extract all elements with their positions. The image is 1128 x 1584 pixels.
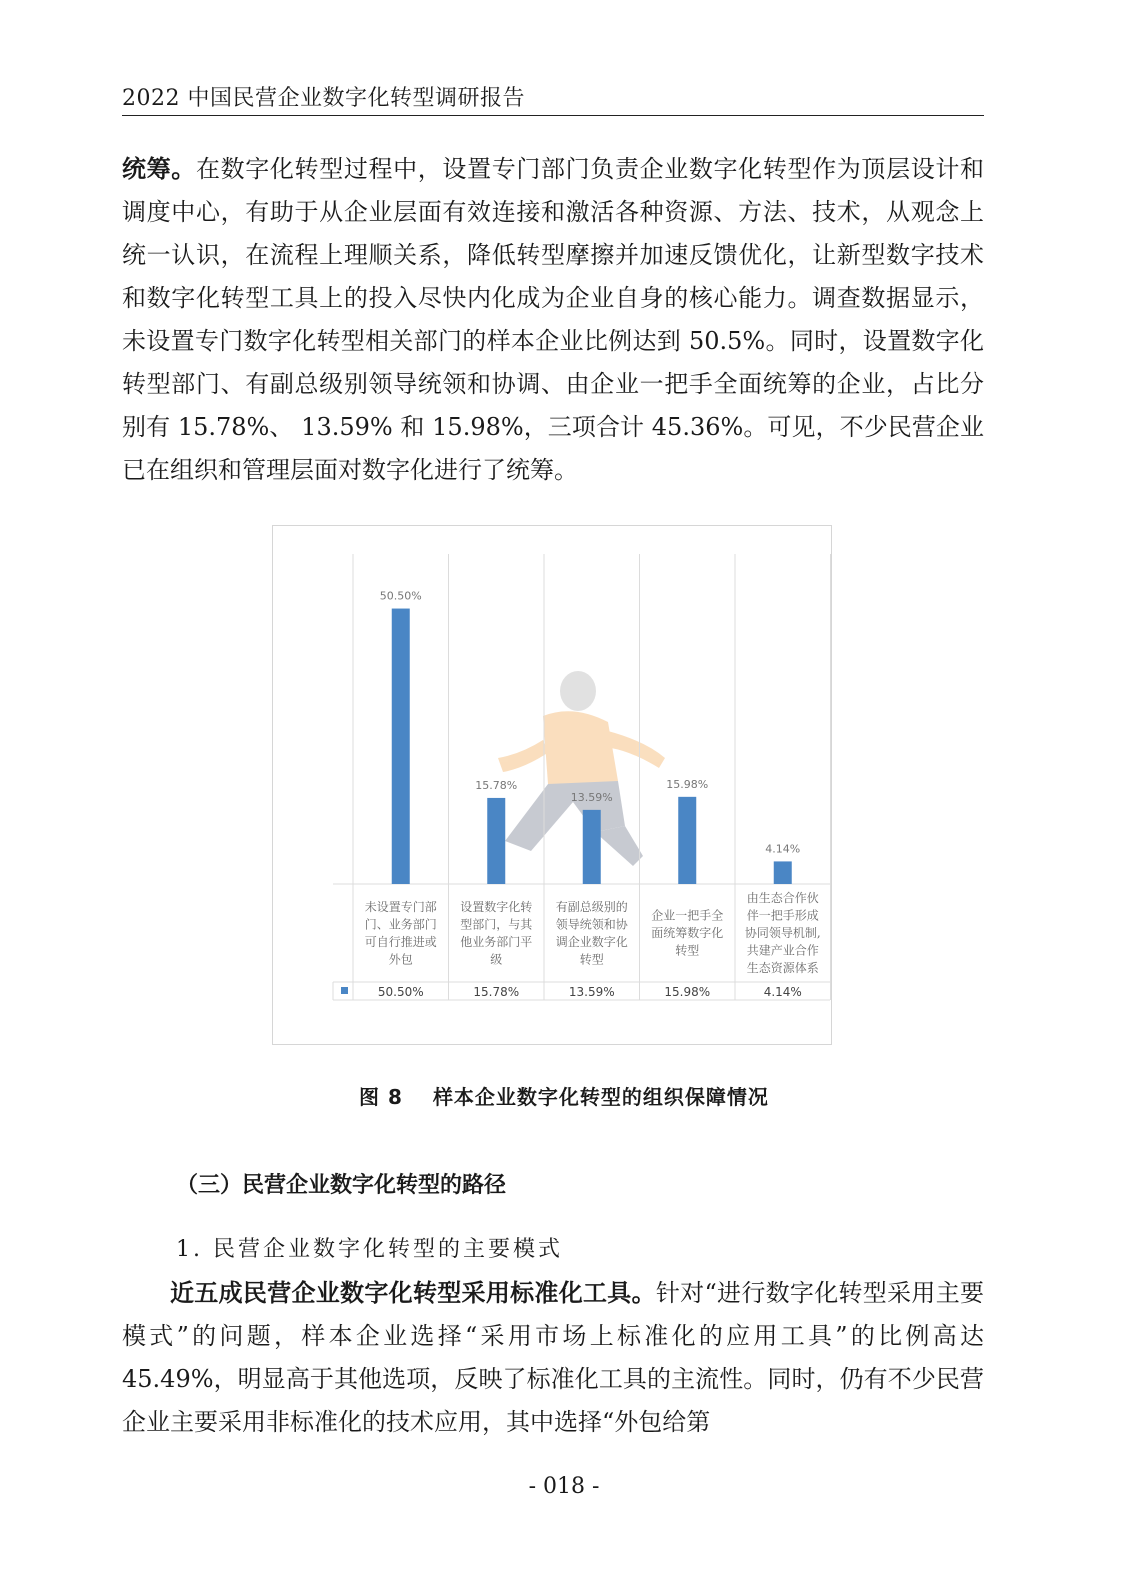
- bar-data-label-3: 13.59%: [570, 790, 613, 804]
- bar-data-label-5: 4.14%: [765, 842, 801, 856]
- header-title: 2022 中国民营企业数字化转型调研报告: [122, 86, 525, 111]
- table-value-1: 50.50%: [377, 985, 424, 999]
- legend-swatch: [341, 987, 348, 994]
- paragraph-1-text: 在数字化转型过程中，设置专门部门负责企业数字化转型作为顶层设计和调度中心，有助于从企业层面有效连接和激活各种资源、方法、技术，从观念上统一认识，在流程上理顺关系，降低转型摩擦并加速反馈优化，让新型数字技术和数字化转型工具上的投入尽快内化成为企业自身的核心能力。调查数据显示，未设置专门数字化转型相关部门的样本企业比例达到 50.5%。同时，设置数字化转型部门、有副总级别领导统领和协调、由企业一把手全面统筹的企业，占比分别有 15.78%、 13.59% 和 15.98%，三项合计 45.36%。可见，不少民营企业已在组织和管理层面对数字化进行了统筹。: [122, 155, 985, 484]
- bar-5: [774, 861, 792, 884]
- figure-chart: [272, 525, 832, 1045]
- bar-chart: [273, 526, 831, 1044]
- table-value-4: 15.98%: [664, 985, 711, 999]
- bar-4: [678, 797, 696, 884]
- figure-number: 图 8: [359, 1085, 403, 1109]
- subsection-title: 1. 民营企业数字化转型的主要模式: [176, 1237, 563, 1262]
- category-label-4: 企业一把手全面统筹数字化转型: [651, 908, 724, 958]
- bar-data-label-1: 50.50%: [379, 589, 422, 603]
- category-label-3: 有副总级别的领导统领和协调企业数字化转型: [555, 899, 628, 967]
- category-label-5: 由生态合作伙伴一把手形成协同领导机制,共建产业合作生态资源体系: [744, 891, 821, 975]
- body-paragraph-1: [122, 148, 984, 492]
- figure-caption: [0, 1082, 1128, 1112]
- bar-1: [392, 609, 410, 884]
- table-value-2: 15.78%: [473, 985, 520, 999]
- paragraph-1-lead: 统筹。: [122, 155, 196, 183]
- bar-data-label-4: 15.98%: [666, 777, 709, 791]
- table-value-5: 4.14%: [763, 985, 802, 999]
- bar-data-label-2: 15.78%: [475, 778, 518, 792]
- category-label-1: 未设置专门部门、业务部门可自行推进或外包: [364, 899, 437, 967]
- bar-2: [487, 798, 505, 884]
- body-paragraph-2: [122, 1272, 984, 1444]
- section-title: （三）民营企业数字化转型的路径: [176, 1173, 507, 1198]
- header-divider: [122, 115, 984, 116]
- figure-title: 样本企业数字化转型的组织保障情况: [432, 1085, 769, 1109]
- page-number: - 018 -: [528, 1474, 600, 1499]
- paragraph-2-lead: 近五成民营企业数字化转型采用标准化工具。: [170, 1279, 656, 1307]
- paragraph-2-text: 针对“进行数字化转型采用主要模式”的问题，样本企业选择“采用市场上标准化的应用工具”的比例高达 45.49%，明显高于其他选项，反映了标准化工具的主流性。同时，仍有不少民营企业主要采用非标准化的技术应用，其中选择“外包给第: [122, 1279, 984, 1436]
- category-label-2: 设置数字化转型部门，与其他业务部门平级: [460, 899, 533, 967]
- bar-3: [583, 810, 601, 884]
- table-value-3: 13.59%: [568, 985, 615, 999]
